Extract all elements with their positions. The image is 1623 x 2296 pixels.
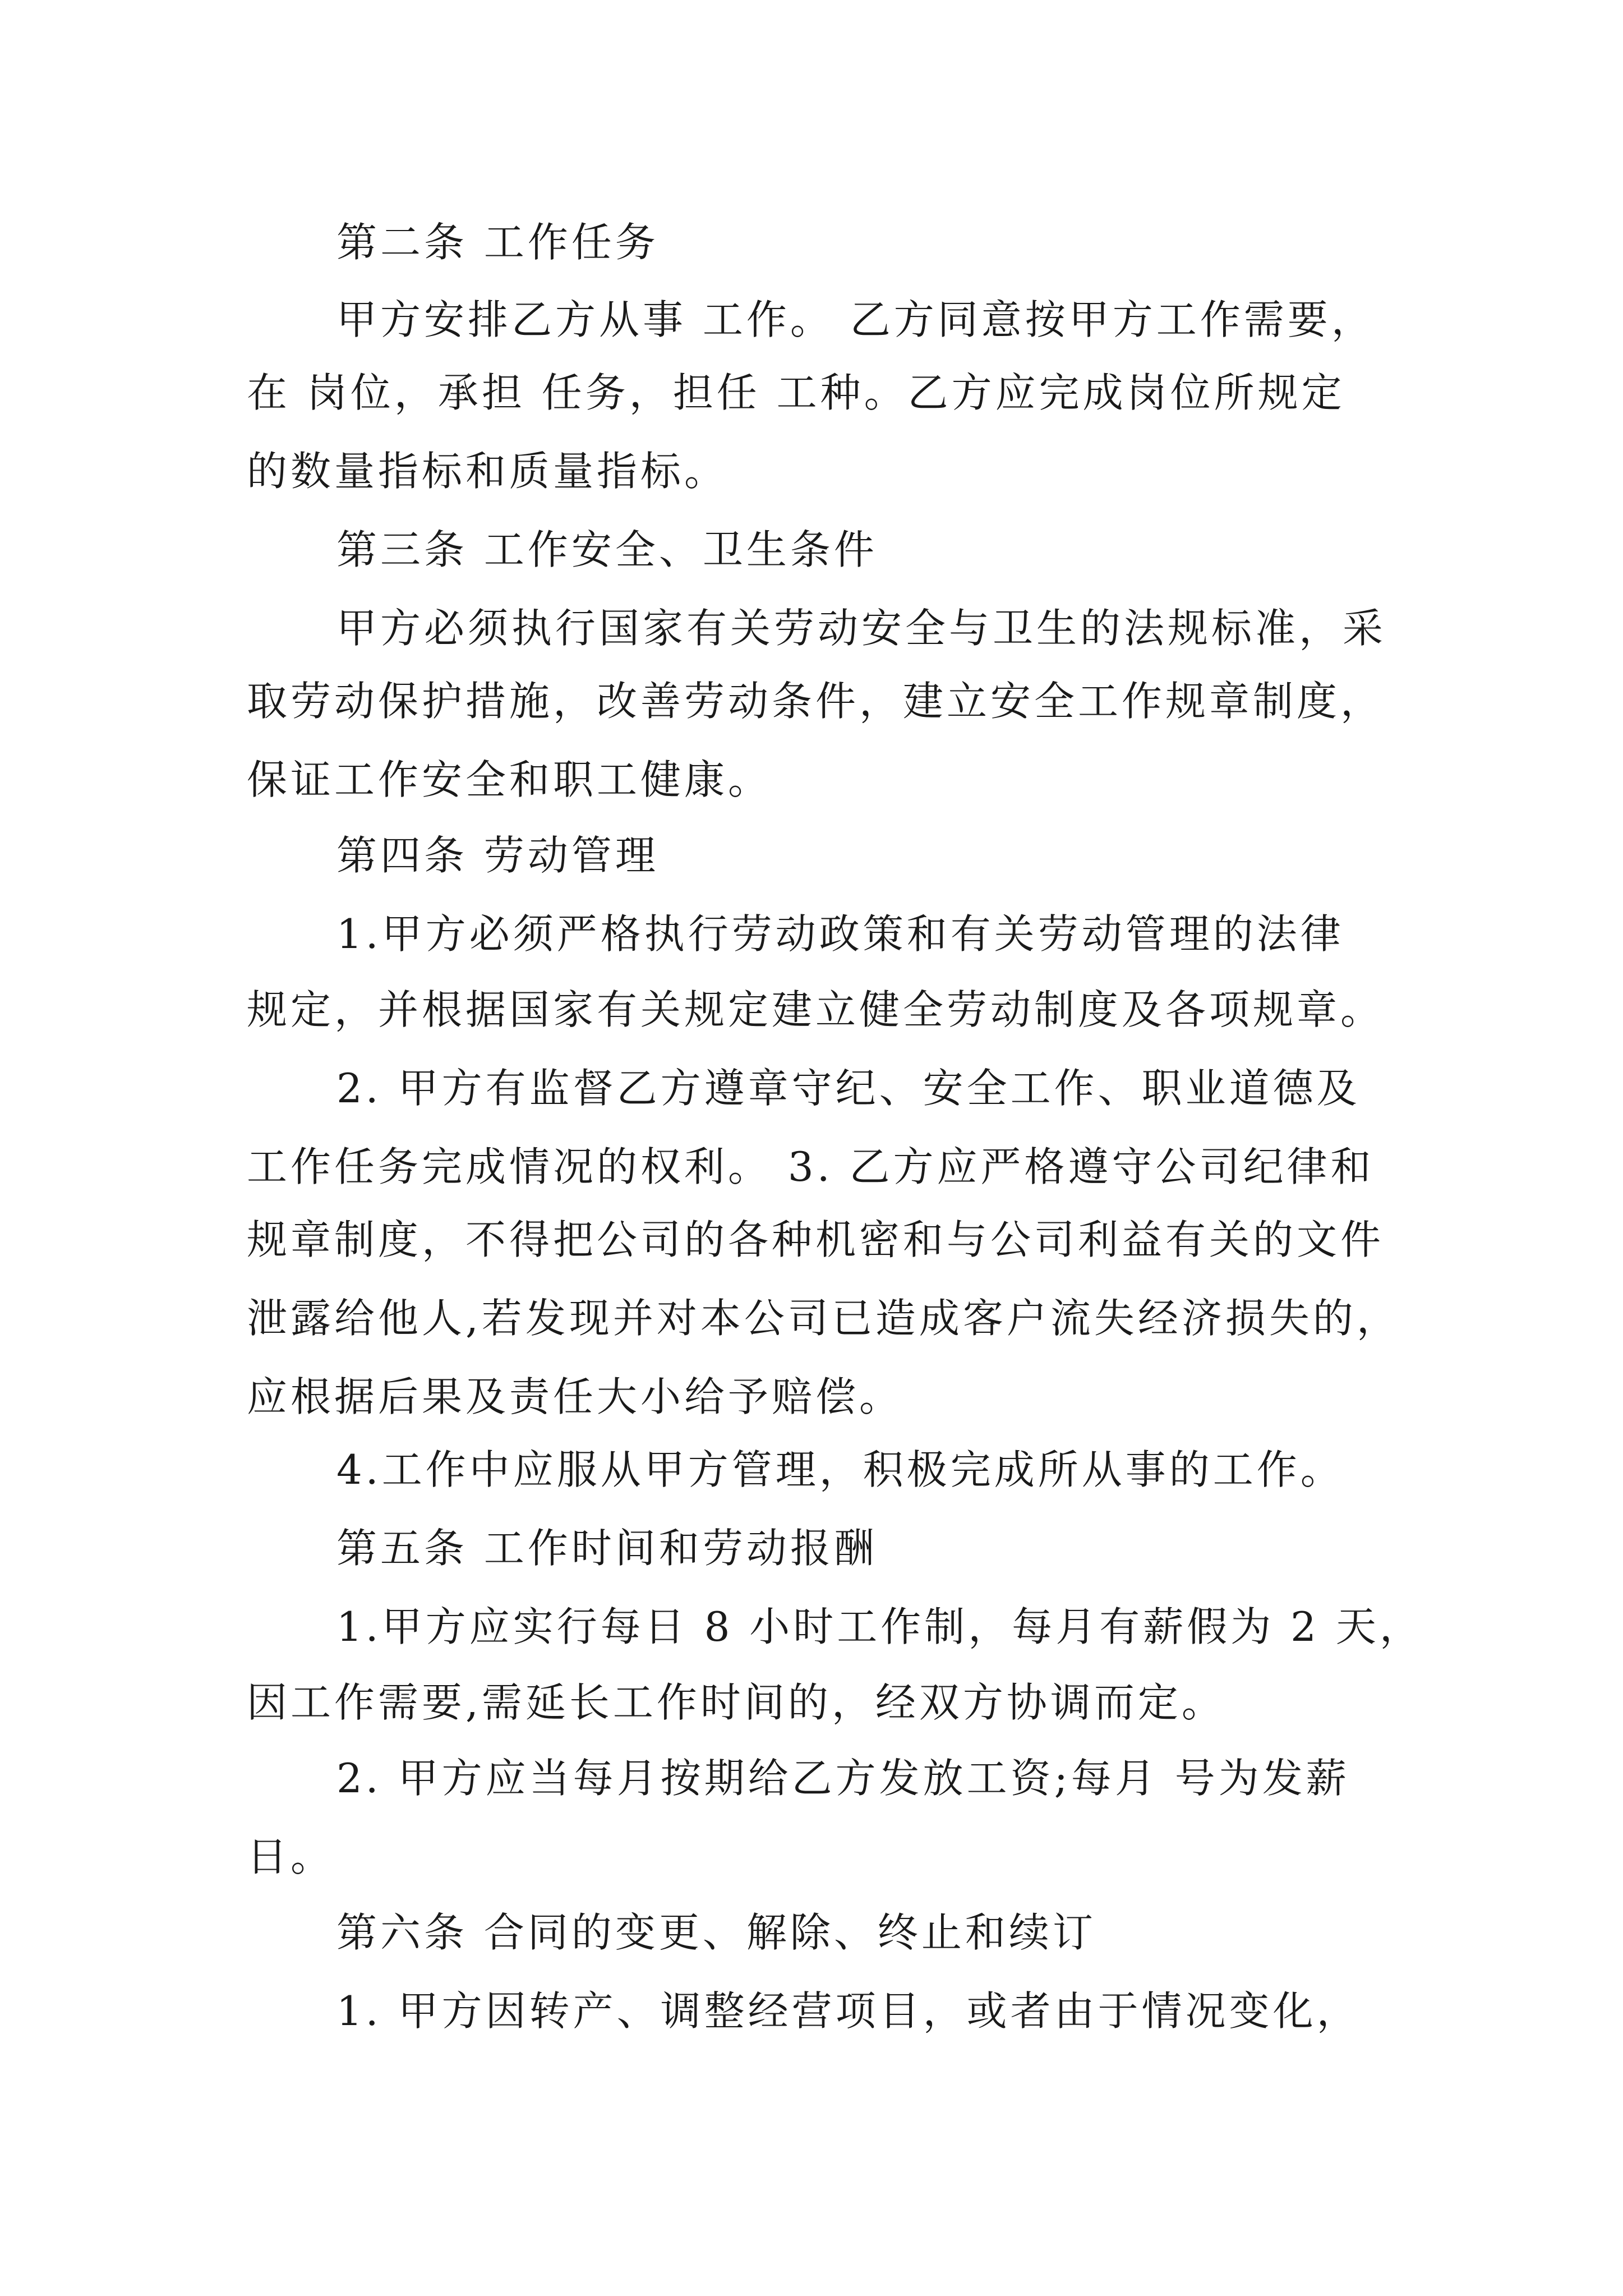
paragraph-line: 在 岗位，承担 任务，担任 工种。乙方应完成岗位所规定 [247,369,1345,416]
paragraph-line: 1. 甲方因转产、调整经营项目，或者由于情况变化， [336,1987,1361,2035]
paragraph-line: 2. 甲方应当每月按期给乙方发放工资;每月 号为发薪 [336,1755,1350,1802]
article-2-heading: 第二条 工作任务 [336,219,659,266]
paragraph-line: 甲方安排乙方从事 工作。 乙方同意按甲方工作需要， [336,296,1375,343]
paragraph-line: 应根据后果及责任大小给予赔偿。 [247,1373,903,1420]
paragraph-line: 4.工作中应服从甲方管理，积极完成所从事的工作。 [336,1446,1344,1493]
paragraph-line: 泄露给他人,若发现并对本公司已造成客户流失经济损失的， [247,1295,1400,1342]
paragraph-line: 因工作需要,需延长工作时间的，经双方协调而定。 [247,1679,1225,1726]
paragraph-line: 的数量指标和质量指标。 [247,448,728,495]
paragraph-line: 规章制度，不得把公司的各种机密和与公司利益有关的文件 [247,1216,1385,1263]
article-6-heading: 第六条 合同的变更、解除、终止和续订 [336,1909,1096,1956]
paragraph-line: 规定，并根据国家有关规定建立健全劳动制度及各项规章。 [247,986,1385,1033]
article-3-heading: 第三条 工作安全、卫生条件 [336,526,878,573]
article-4-heading: 第四条 劳动管理 [336,832,659,879]
paragraph-line: 日。 [247,1833,335,1880]
paragraph-line: 1.甲方必须严格执行劳动政策和有关劳动管理的法律 [336,910,1344,958]
paragraph-line: 取劳动保护措施，改善劳动条件，建立安全工作规章制度， [247,678,1385,725]
paragraph-line: 保证工作安全和职工健康。 [247,756,772,803]
paragraph-line: 2. 甲方有监督乙方遵章守纪、安全工作、职业道德及 [336,1065,1361,1112]
paragraph-line: 工作任务完成情况的权利。 3. 乙方应严格遵守公司纪律和 [247,1143,1375,1190]
paragraph-line: 1.甲方应实行每日 8 小时工作制，每月有薪假为 2 天， [336,1603,1423,1650]
article-5-heading: 第五条 工作时间和劳动报酬 [336,1525,878,1572]
paragraph-line: 甲方必须执行国家有关劳动安全与卫生的法规标准，采 [336,605,1387,652]
